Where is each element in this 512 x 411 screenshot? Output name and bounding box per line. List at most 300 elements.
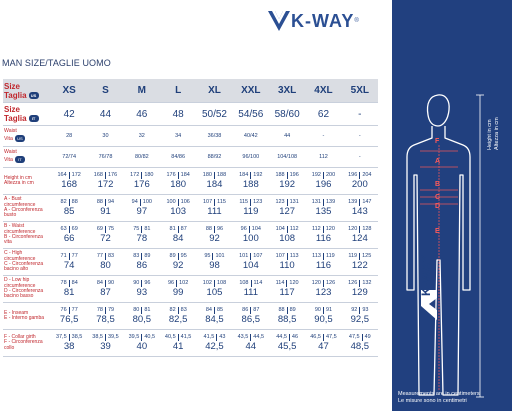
measurement-value: 84 [172, 233, 184, 244]
measurement-cell [269, 222, 305, 249]
range-max: 69 [69, 226, 80, 233]
measurement-range [168, 307, 189, 314]
size-column-header: M [124, 79, 160, 103]
range-min: 196 [348, 172, 358, 178]
range-max: 38,5 [69, 334, 85, 341]
taglia-value: 54/56 [233, 103, 269, 126]
measurement-cell-box [305, 226, 341, 244]
measurement-cell [51, 249, 87, 276]
range-min: 107 [275, 253, 285, 259]
range-max: 119 [323, 253, 337, 260]
measurement-value: 47 [318, 341, 329, 352]
measurement-range [310, 226, 337, 233]
taglia-value: 42 [51, 103, 87, 126]
measurement-cell-box [233, 280, 269, 298]
range-max: 180 [141, 172, 155, 179]
measurement-range [237, 172, 264, 179]
measurement-cell [160, 303, 196, 330]
measurement-cell [233, 195, 269, 222]
measurement-range [346, 172, 373, 179]
row-label-text: Size Taglia [4, 105, 27, 123]
measurement-cell-box [51, 280, 87, 298]
measurement-cell-box [269, 253, 305, 271]
range-max: 87 [250, 307, 261, 314]
waist-value: 104/108 [269, 147, 305, 168]
measurement-cell [87, 330, 123, 357]
range-max: 75 [105, 226, 116, 233]
measurement-cell [233, 330, 269, 357]
size-column-header: XXL [233, 79, 269, 103]
row-label-text: E - Inseam E - Interno gamba [4, 309, 45, 321]
measurement-cell-box [124, 172, 160, 190]
range-min: 80 [133, 307, 140, 313]
range-min: 71 [60, 253, 67, 259]
measurement-range [274, 334, 300, 341]
measurement-value: 78,5 [96, 314, 115, 325]
measurement-range [90, 334, 120, 341]
measurement-range [274, 280, 301, 287]
measurement-value: 143 [351, 206, 368, 217]
region-flag-icon: IT [15, 156, 25, 163]
label-d: D [435, 203, 441, 210]
measurement-cell [269, 303, 305, 330]
size-column-header: 5XL [342, 79, 378, 103]
size-column-header: L [160, 79, 196, 103]
range-min: 126 [348, 280, 358, 286]
measurement-range [274, 253, 301, 260]
range-min: 92 [351, 307, 358, 313]
range-max: 96 [141, 280, 152, 287]
measurement-value: 78 [136, 233, 148, 244]
measurement-range [201, 172, 228, 179]
range-max: 40,5 [141, 334, 157, 341]
measurement-cell-box [124, 334, 160, 352]
measurement-cell-box [342, 226, 378, 244]
measurement-cell-box [196, 334, 232, 352]
measurement-value: 111 [207, 206, 222, 217]
figure-logo-text: K-WAY [419, 254, 433, 296]
range-max: 123 [250, 199, 264, 206]
measurement-cell [305, 168, 341, 195]
measurement-cell-box [233, 199, 269, 217]
measurement-cell-box [305, 334, 341, 352]
measurement-range [204, 307, 225, 314]
page-title: MAN SIZE/TAGLIE UOMO [2, 58, 111, 68]
waist-value: - [342, 126, 378, 147]
range-min: 113 [312, 253, 321, 259]
measurement-range [310, 172, 337, 179]
measurement-range [346, 253, 373, 260]
measurement-cell-box [305, 307, 341, 325]
measurement-cell [342, 249, 378, 276]
measurement-cell-box [233, 334, 269, 352]
size-column-header: S [87, 79, 123, 103]
measurement-value: 38 [63, 341, 75, 352]
measurement-cell-box [269, 226, 305, 244]
taglia-row [3, 103, 378, 126]
measurement-cell-box [196, 280, 232, 298]
measurement-range [237, 253, 264, 260]
measurement-range [202, 253, 226, 260]
measurement-range [59, 253, 80, 260]
measurement-cell-box [124, 280, 160, 298]
measurement-cell [160, 249, 196, 276]
row-label [3, 303, 51, 330]
range-min: 40,5 [164, 334, 176, 340]
measurement-cell [87, 222, 123, 249]
measurement-value: 81 [63, 287, 75, 298]
measurement-cell-box [233, 307, 269, 325]
measurement-value: 117 [279, 287, 295, 298]
range-max: 108 [214, 280, 228, 287]
measurement-range [164, 199, 191, 206]
label-e: E [435, 228, 440, 235]
measurement-value: 85 [63, 206, 75, 217]
measurement-range [349, 307, 370, 314]
waist-value: 96/100 [233, 147, 269, 168]
measurement-cell-box [51, 307, 87, 325]
measurement-cell-box [51, 334, 87, 352]
range-max: 196 [287, 172, 301, 179]
measurement-cell-box [196, 199, 232, 217]
row-label-text: Waist Vita [4, 128, 17, 142]
waist-value: 112 [305, 147, 341, 168]
note-en: Measurements are in centimeters [398, 391, 480, 397]
range-max: 88 [69, 199, 80, 206]
range-max: 176 [105, 172, 119, 179]
measurement-cell-box [51, 226, 87, 244]
range-min: 77 [96, 253, 103, 259]
measurement-row [3, 330, 378, 357]
measurement-cell [124, 168, 160, 195]
measurement-range [277, 307, 298, 314]
range-max: 46 [289, 334, 300, 341]
measurement-range [237, 199, 264, 206]
brand-logo [268, 10, 359, 32]
range-min: 47,5 [348, 334, 360, 340]
size-column-header: 3XL [269, 79, 305, 103]
range-min: 120 [311, 280, 321, 286]
measurement-range [168, 253, 189, 260]
measurement-cell-box [342, 307, 378, 325]
range-min: 100 [166, 199, 176, 205]
measurement-range [131, 226, 152, 233]
range-min: 184 [239, 172, 249, 178]
measurement-value: 92,5 [350, 314, 370, 325]
measurement-cell [160, 195, 196, 222]
range-min: 120 [348, 226, 358, 232]
measurement-cell [342, 276, 378, 303]
row-label [3, 103, 51, 126]
measurement-range [346, 280, 373, 287]
measurement-range [55, 172, 82, 179]
measurement-value: 80,5 [132, 314, 152, 325]
measurement-range [273, 172, 300, 179]
waist-value: 76/78 [87, 147, 123, 168]
measurement-value: 82,5 [168, 314, 188, 325]
measurement-range [166, 280, 190, 287]
range-min: 90 [314, 307, 321, 313]
measurement-value: 119 [243, 206, 259, 217]
measurement-value: 88,5 [277, 314, 297, 325]
measurement-value: 135 [315, 206, 332, 217]
range-min: 82 [60, 199, 67, 205]
measurement-cell [124, 330, 160, 357]
measurement-value: 86 [136, 260, 148, 271]
measurement-value: 44 [245, 341, 257, 352]
measurement-cell-box [305, 199, 341, 217]
range-min: 188 [275, 172, 285, 178]
measurement-cell [87, 195, 123, 222]
row-label [3, 330, 51, 357]
measurement-value: 92 [209, 233, 220, 244]
range-max: 115 [214, 199, 228, 206]
range-min: 90 [133, 280, 140, 286]
row-label [3, 249, 51, 276]
measurement-value: 122 [351, 260, 368, 271]
measurement-cell-box [342, 280, 378, 298]
measurement-cell-box [87, 199, 123, 217]
measurement-cell [233, 168, 269, 195]
range-max: 77 [69, 253, 80, 260]
measurement-cell [305, 249, 341, 276]
body-figure-icon [392, 0, 512, 411]
range-min: 180 [202, 172, 212, 178]
measurement-cell-box [269, 307, 305, 325]
measurement-value: 80 [100, 260, 111, 271]
measurement-value: 99 [172, 287, 184, 298]
range-max: 83 [178, 307, 189, 314]
measurement-range [128, 172, 155, 179]
measurement-value: 196 [315, 179, 332, 190]
measurement-range [95, 199, 116, 206]
range-max: 139 [323, 199, 337, 206]
taglia-value: 58/60 [269, 103, 305, 126]
measurement-range [131, 280, 152, 287]
measurement-value: 39 [100, 341, 111, 352]
measurement-cell-box [160, 280, 196, 298]
range-min: 172 [130, 172, 140, 178]
measurement-cell [196, 168, 232, 195]
range-min: 95 [204, 253, 211, 259]
range-max: 125 [359, 253, 373, 260]
measurement-range [313, 307, 334, 314]
measurement-cell [342, 168, 378, 195]
range-max: 93 [359, 307, 370, 314]
measurement-cell [305, 276, 341, 303]
waist-value: 30 [87, 126, 123, 147]
measurement-value: 108 [279, 233, 296, 244]
measurement-cell-box [233, 253, 269, 271]
measurement-cell [51, 168, 87, 195]
measurement-cell [269, 168, 305, 195]
measurement-cell [124, 222, 160, 249]
measurement-value: 90,5 [314, 314, 333, 325]
range-min: 168 [93, 172, 103, 178]
range-min: 112 [311, 226, 321, 232]
row-label-text: B - Waist circumference B - Circonferenza vita [4, 223, 43, 246]
range-max: 39,5 [105, 334, 121, 341]
range-max: 131 [287, 199, 301, 206]
range-min: 115 [239, 199, 249, 205]
measurement-value: 93 [136, 287, 148, 298]
measurement-cell [269, 330, 305, 357]
measurement-cell-box [124, 307, 160, 325]
measurement-value: 129 [351, 287, 368, 298]
measurement-cell [87, 276, 123, 303]
measurement-cell-box [269, 334, 305, 352]
range-min: 39,5 [128, 334, 140, 340]
range-min: 96 [167, 280, 175, 286]
label-b: B [435, 181, 441, 188]
range-max: 47,5 [323, 334, 339, 341]
measurement-cell [233, 276, 269, 303]
measurement-value: 48,5 [350, 341, 370, 352]
row-label-text: A - Bust circumference A - Circonferenza busto [4, 196, 43, 219]
measurement-value: 86,5 [241, 314, 261, 325]
measurement-range [130, 199, 154, 206]
row-label [3, 168, 51, 195]
range-max: 95 [178, 253, 189, 260]
waist-value: 72/74 [51, 147, 87, 168]
row-label-text: Height in cm Altezza in cm [4, 174, 34, 186]
measurement-cell-box [196, 226, 232, 244]
waist-value: 32 [124, 126, 160, 147]
range-max: 128 [359, 226, 373, 233]
measurement-cell-box [124, 253, 160, 271]
range-max: 94 [105, 199, 116, 206]
measurement-value: 105 [206, 287, 223, 298]
waist-row [3, 126, 378, 147]
measurement-cell [124, 303, 160, 330]
measurement-range [310, 253, 337, 260]
range-max: 126 [323, 280, 337, 287]
measurement-range [131, 307, 152, 314]
range-min: 176 [166, 172, 176, 178]
row-label-text: Waist Vita [4, 149, 17, 163]
row-label [3, 147, 51, 168]
measurement-range [59, 307, 80, 314]
range-min: 46,5 [310, 334, 321, 340]
row-label [3, 79, 51, 103]
taglia-value: - [342, 103, 378, 126]
row-label-text: Size Taglia [4, 81, 27, 100]
range-max: 81 [141, 307, 152, 314]
row-label [3, 126, 51, 147]
measurement-value: 123 [315, 287, 332, 298]
taglia-value: 48 [160, 103, 196, 126]
measurement-cell [124, 276, 160, 303]
measurement-value: 200 [351, 179, 368, 190]
measurement-cell-box [160, 253, 196, 271]
range-max: 83 [105, 253, 116, 260]
height-label-it: Altezza in cm [494, 117, 500, 150]
row-label [3, 276, 51, 303]
measurement-range [54, 334, 84, 341]
range-min: 78 [96, 307, 103, 313]
waist-value: - [305, 126, 341, 147]
range-min: 38,5 [92, 334, 103, 340]
measurement-range [308, 334, 338, 341]
waist-value: - [342, 147, 378, 168]
measurement-range [164, 172, 191, 179]
waist-row [3, 147, 378, 168]
size-header-row [3, 79, 378, 103]
range-max: 200 [323, 172, 337, 179]
measurement-cell-box [124, 226, 160, 244]
measurement-cell-box [233, 172, 269, 190]
measurement-cell [305, 195, 341, 222]
range-max: 192 [250, 172, 264, 179]
waist-value: 34 [160, 126, 196, 147]
measurement-cell [342, 222, 378, 249]
measurement-cell-box [160, 226, 196, 244]
measurement-cell-box [51, 172, 87, 190]
range-min: 84 [205, 307, 212, 313]
measurement-cell [124, 195, 160, 222]
range-max: 89 [287, 307, 298, 314]
region-flag-icon: US [15, 135, 25, 142]
measurement-value: 184 [206, 179, 223, 190]
range-max: 112 [287, 226, 301, 233]
measurement-value: 176 [133, 179, 150, 190]
measurement-value: 42,5 [205, 341, 224, 352]
measurement-cell-box [51, 253, 87, 271]
measurement-range [202, 334, 228, 341]
measurement-range [168, 226, 189, 233]
measurement-value: 76,5 [59, 314, 79, 325]
measurement-cell [196, 195, 232, 222]
measurement-cell-box [196, 172, 232, 190]
measurement-row [3, 303, 378, 330]
range-max: 120 [286, 280, 300, 287]
measurement-cell-box [87, 280, 123, 298]
range-min: 41,5 [203, 334, 215, 340]
range-min: 94 [131, 199, 138, 205]
measurement-value: 87 [100, 287, 111, 298]
measurement-range [95, 280, 116, 287]
region-flag-icon: US [29, 92, 39, 99]
taglia-value: 44 [87, 103, 123, 126]
measurement-range [310, 280, 337, 287]
measurement-cell-box [342, 253, 378, 271]
range-max: 100 [140, 199, 154, 206]
measurement-value: 127 [279, 206, 296, 217]
range-max: 107 [250, 253, 264, 260]
measurement-note [398, 391, 480, 405]
range-min: 44,5 [276, 334, 287, 340]
measurement-range [201, 199, 228, 206]
range-min: 76 [60, 307, 67, 313]
taglia-value: 46 [124, 103, 160, 126]
range-min: 192 [311, 172, 321, 178]
range-max: 91 [323, 307, 334, 314]
measurement-row [3, 249, 378, 276]
measurement-cell-box [342, 199, 378, 217]
measurement-cell [87, 303, 123, 330]
measurement-cell-box [87, 334, 123, 352]
measurement-value: 111 [243, 287, 259, 298]
waist-value: 84/86 [160, 147, 196, 168]
range-max: 90 [105, 280, 116, 287]
range-max: 43 [216, 334, 227, 341]
measurement-cell-box [124, 199, 160, 217]
row-label [3, 195, 51, 222]
measurement-cell [233, 222, 269, 249]
measurement-range [347, 334, 373, 341]
range-min: 89 [169, 253, 176, 259]
measurement-cell-box [305, 253, 341, 271]
